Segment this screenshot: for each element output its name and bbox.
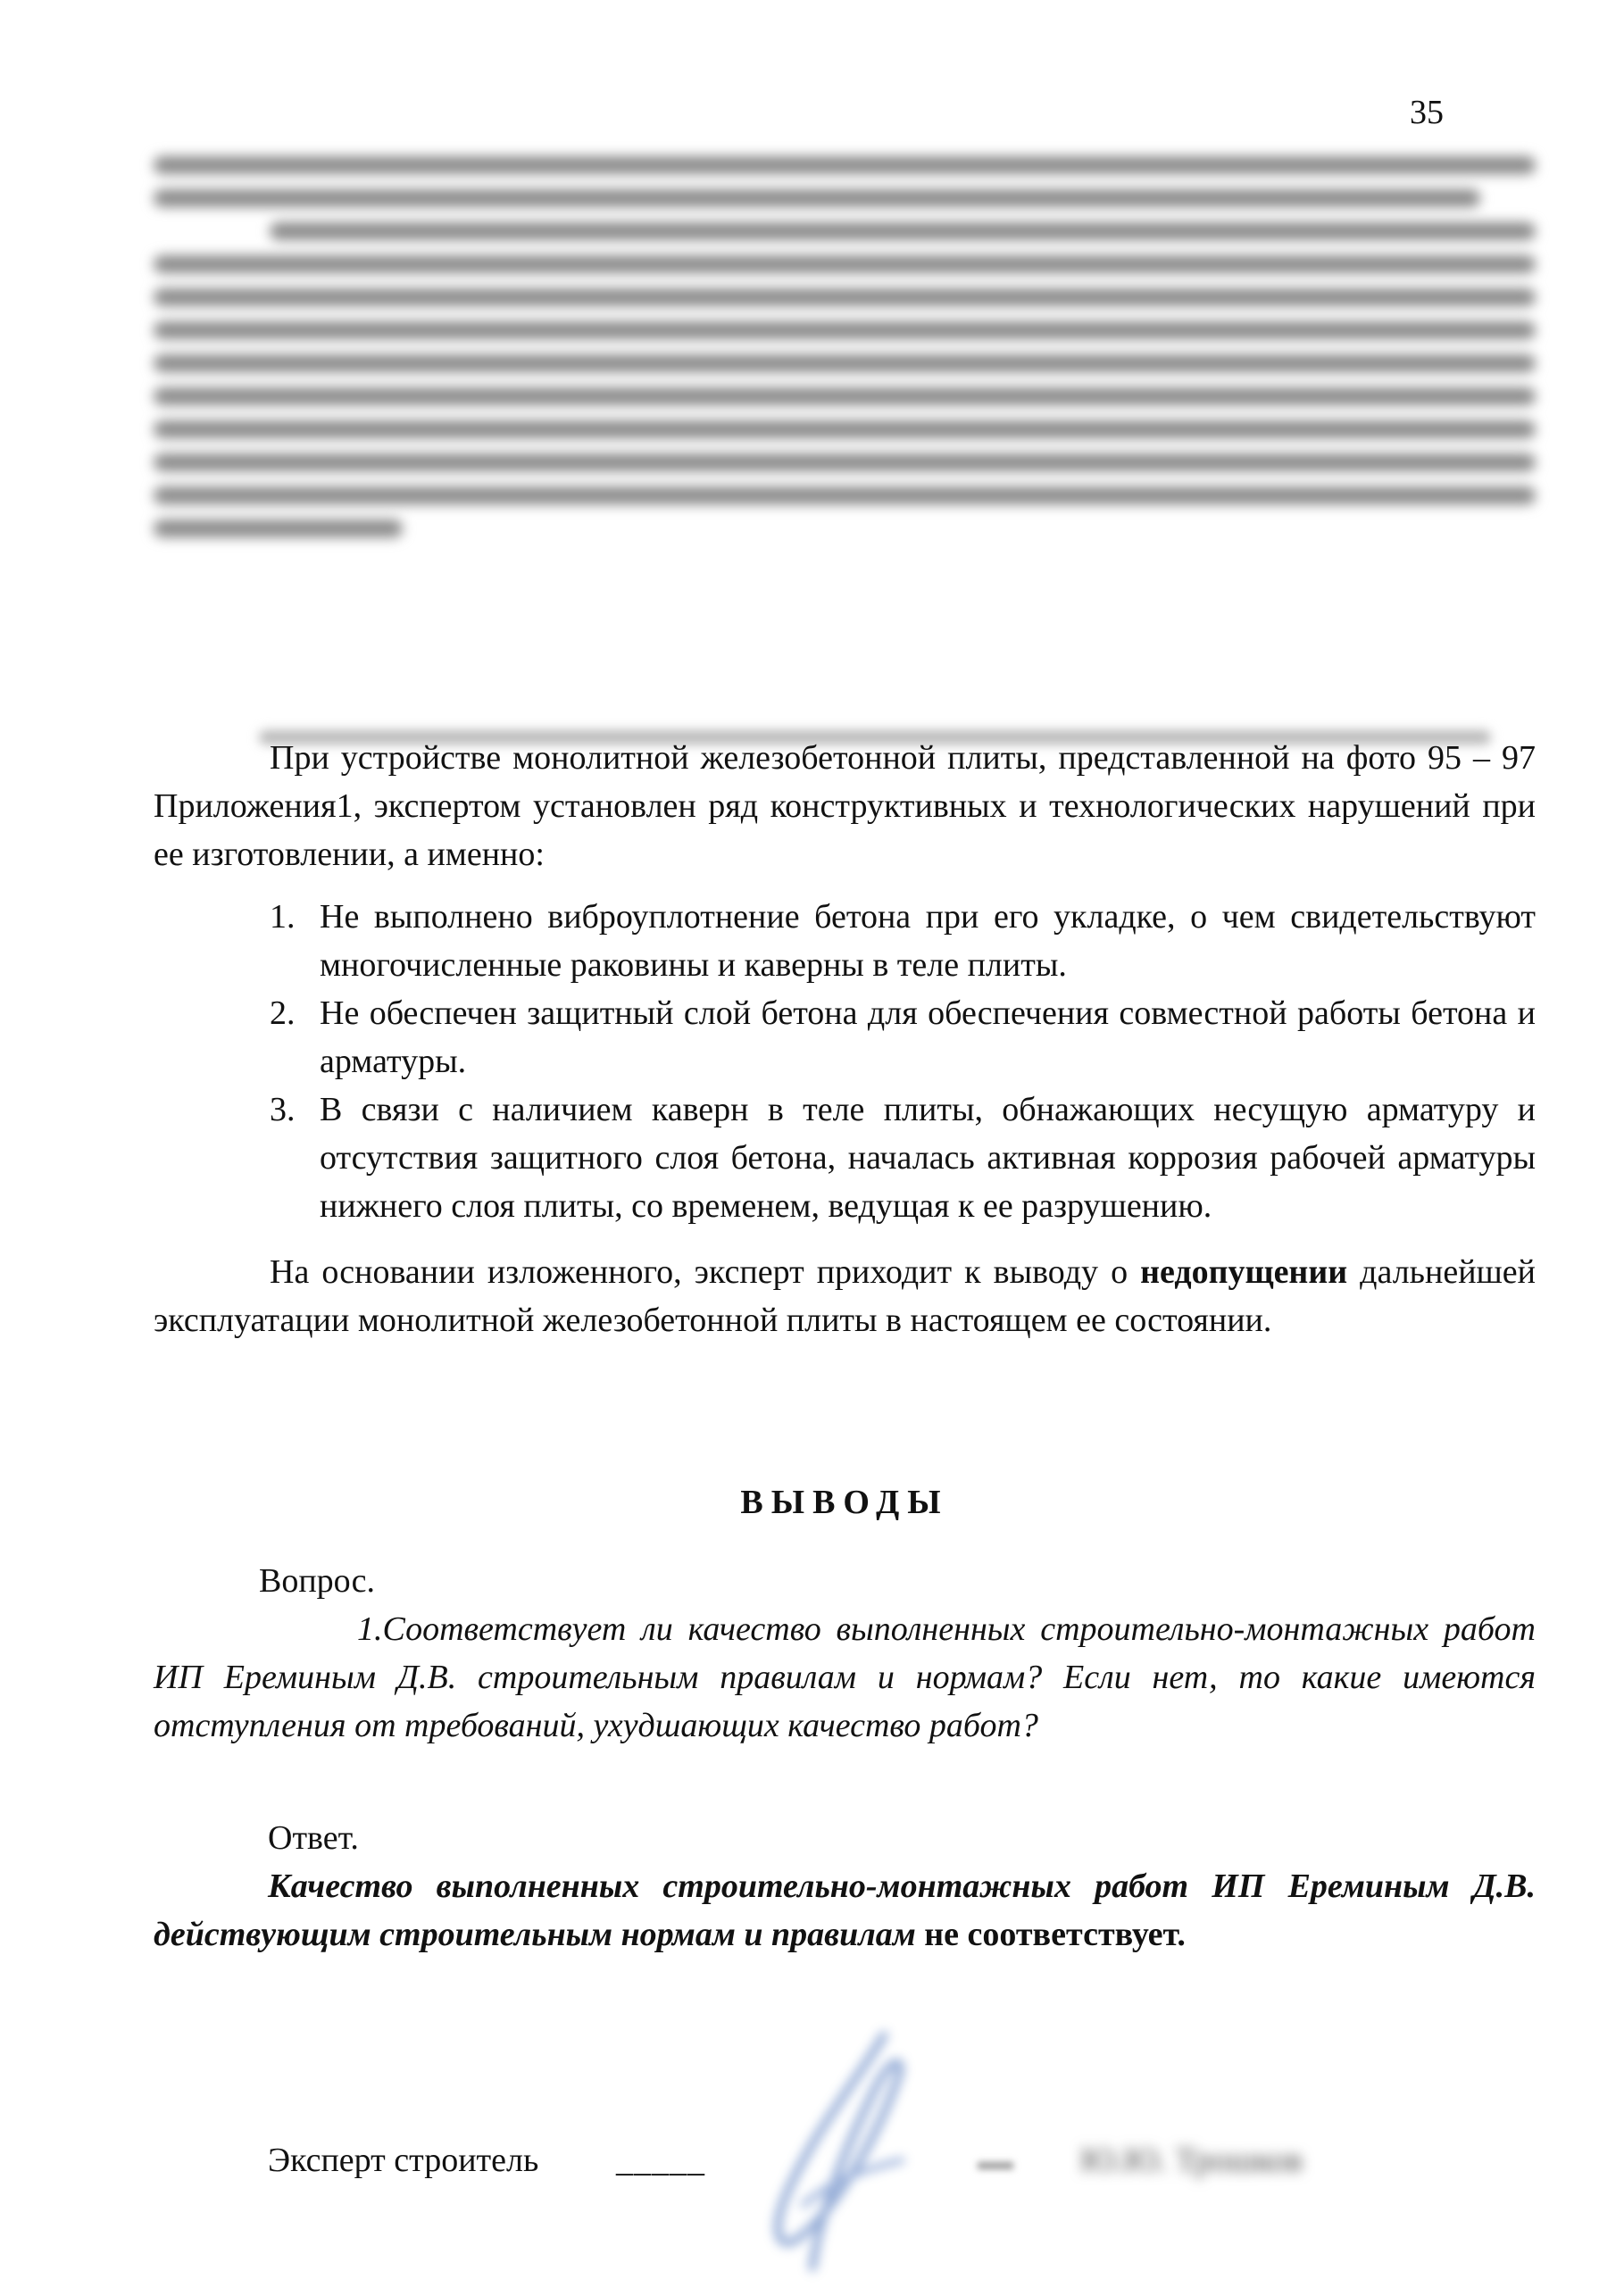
answer-label: Ответ. <box>268 1819 359 1857</box>
conclusion-paragraph <box>154 1248 1536 1344</box>
document-body <box>154 734 1536 1959</box>
list-item <box>154 989 1536 1086</box>
redacted-text-block <box>154 141 1536 712</box>
list-item-text: Не выполнено виброуплотнение бетона при его укладке, о чем свидетельствуют многочисленные раковины и каверны в теле плиты. <box>320 898 1536 984</box>
intro-paragraph: При устройстве монолитной железобетонной плиты, представленной на фото 95 – 97 Приложения1, экспертом установлен ряд конструктивных и технологических нарушений при ее изготовлении, а именно: <box>154 739 1536 873</box>
question-label: Вопрос. <box>259 1562 375 1600</box>
signer-role: Эксперт строитель <box>268 2142 539 2179</box>
list-item-text: В связи с наличием каверн в теле плиты, обнажающих несущую арматуру и отсутствия защитного слоя бетона, началась активная коррозия рабочей арматуры нижнего слоя плиты, со временем, ведущая к ее разрушению. <box>320 1091 1536 1225</box>
list-item <box>154 893 1536 989</box>
signature-line: _____ <box>616 2142 705 2179</box>
question-text: 1.Соответствует ли качество выполненных строительно-монтажных работ ИП Ереминым Д.В. строительным правилам и нормам? Если нет, то какие имеются отступления от требований, ухудшающих качество работ? <box>154 1610 1536 1744</box>
list-item-number: 1. <box>270 898 296 936</box>
answer-text <box>154 1862 1536 1959</box>
list-item-number: 3. <box>270 1091 296 1128</box>
list-item-number: 2. <box>270 994 296 1032</box>
redacted-dash <box>978 2162 1013 2169</box>
answer-verdict: не соответствует. <box>915 1916 1186 1953</box>
answer-italic: Качество выполненных строительно-монтажных работ ИП Ереминым Д.В. действующим строительным нормам и правилам <box>154 1868 1536 1953</box>
signer-name: Ю.Ю. Трошков <box>1080 2142 1303 2179</box>
violations-list <box>154 893 1536 1230</box>
list-item-text: Не обеспечен защитный слой бетона для обеспечения совместной работы бетона и арматуры. <box>320 994 1536 1080</box>
conclusion-suffix: дальнейшей эксплуатации монолитной железобетонной плиты в настоящем ее состоянии. <box>154 1253 1536 1339</box>
page-number: 35 <box>1410 94 1444 131</box>
conclusion-prefix: На основании изложенного, эксперт приходит к выводу о <box>270 1253 1141 1291</box>
conclusion-emphasis: недопущении <box>1140 1253 1348 1291</box>
findings-title: ВЫВОДЫ <box>740 1484 949 1521</box>
list-item <box>154 1086 1536 1230</box>
